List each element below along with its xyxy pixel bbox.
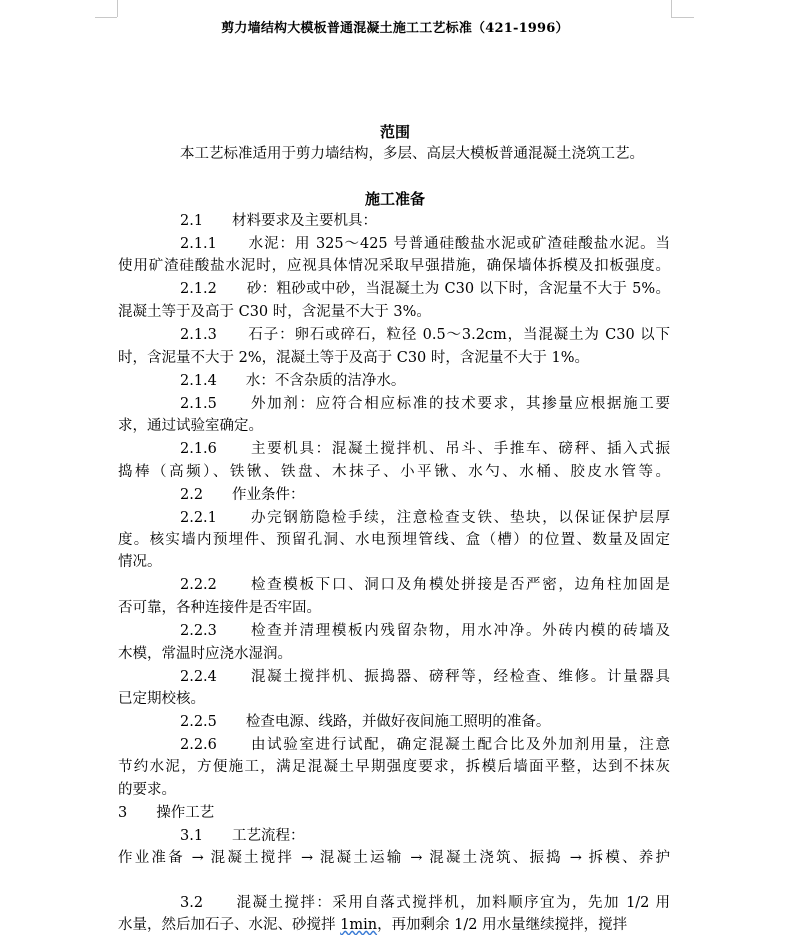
paragraph-line: 否可靠，各种连接件是否牢固。 — [118, 600, 321, 616]
section-heading-scope: 范围 — [379, 123, 410, 141]
paragraph-line: 混凝土等于及高于 C30 时，含泥量不大于 3%。 — [118, 304, 431, 320]
paragraph-line: 3.1 工艺流程： — [180, 828, 305, 844]
paragraph-line: 2.2.2 检查模板下口、洞口及角模处拼接是否严密，边角柱加固是 — [180, 577, 670, 593]
paragraph-line: 2.2.4 混凝土搅拌机、振捣器、磅秤等，经检查、维修。计量器具 — [180, 669, 670, 685]
crop-mark-left — [117, 0, 118, 17]
paragraph-text: ，再加剩余 1/2 用水量继续搅拌，搅拌 — [377, 917, 628, 933]
paragraph-line: 2.2 作业条件： — [180, 487, 305, 503]
paragraph-line: 求，通过试验室确定。 — [118, 418, 263, 434]
paragraph-line: 2.1.1 水泥：用 325～425 号普通硅酸盐水泥或矿渣硅酸盐水泥。当 — [180, 236, 670, 252]
paragraph-text: 水量，然后加石子、水泥、砂搅拌 — [118, 917, 341, 933]
paragraph-line: 情况。 — [118, 554, 162, 570]
section-heading-operation: 3 操作工艺 — [118, 805, 215, 821]
paragraph-line: 2.1.4 水：不含杂质的洁净水。 — [180, 373, 406, 389]
paragraph-line: 使用矿渣硅酸盐水泥时，应视具体情况采取早强措施，确保墙体拆模及扣板强度。 — [118, 258, 670, 274]
crop-mark-right — [671, 0, 672, 17]
process-flow-line: 作业准备 → 混凝土搅拌 → 混凝土运输 → 混凝土浇筑、振捣 → 拆模、养护 — [118, 850, 670, 866]
paragraph-line: 2.2.1 办完钢筋隐检手续，注意检查支铁、垫块，以保证保护层厚 — [180, 510, 670, 526]
section-heading-prep: 施工准备 — [364, 190, 425, 208]
scope-text: 本工艺标准适用于剪力墙结构，多层、高层大模板普通混凝土浇筑工艺。 — [180, 146, 644, 162]
paragraph-line: 2.2.3 检查并清理模板内残留杂物，用水冲净。外砖内模的砖墙及 — [180, 623, 670, 639]
paragraph-line: 2.1 材料要求及主要机具： — [180, 213, 378, 229]
paragraph-line: 2.1.2 砂：粗砂或中砂，当混凝土为 C30 以下时，含泥量不大于 5%。 — [180, 281, 670, 297]
paragraph-line: 节约水泥，方便施工，满足混凝土早期强度要求，拆模后墙面平整，达到不抹灰 — [118, 759, 670, 775]
paragraph-line: 度。核实墙内预埋件、预留孔洞、水电预埋管线、盒（槽）的位置、数量及固定 — [118, 532, 670, 548]
paragraph-line: 2.1.5 外加剂：应符合相应标准的技术要求，其掺量应根据施工要 — [180, 396, 670, 412]
paragraph-line: 2.2.5 检查电源、线路，并做好夜间施工照明的准备。 — [180, 714, 551, 730]
paragraph-line: 时，含泥量不大于 2%，混凝土等于及高于 C30 时，含泥量不大于 1%。 — [118, 350, 589, 366]
paragraph-line: 的要求。 — [118, 782, 176, 798]
paragraph-line: 已定期校核。 — [118, 691, 205, 707]
paragraph-line: 2.2.6 由试验室进行试配，确定混凝土配合比及外加剂用量，注意 — [180, 737, 670, 753]
paragraph-line: 3.2 混凝土搅拌：采用自落式搅拌机，加料顺序宜为，先加 1/2 用 — [180, 895, 670, 911]
paragraph-line: 2.1.6 主要机具：混凝土搅拌机、吊斗、手推车、磅秤、插入式振 — [180, 441, 670, 457]
paragraph-line — [118, 915, 670, 935]
spellcheck-underlined-unit: 1min — [340, 917, 378, 933]
page-header-title: 剪力墙结构大模板普通混凝土施工工艺标准（421-1996） — [221, 21, 569, 36]
paragraph-line: 木模，常温时应浇水湿润。 — [118, 646, 292, 662]
paragraph-line: 捣棒（高频）、铁锹、铁盘、木抹子、小平锹、水勺、水桶、胶皮水管等。 — [118, 464, 670, 480]
paragraph-line: 2.1.3 石子：卵石或碎石，粒径 0.5～3.2cm，当混凝土为 C30 以下 — [180, 327, 670, 343]
